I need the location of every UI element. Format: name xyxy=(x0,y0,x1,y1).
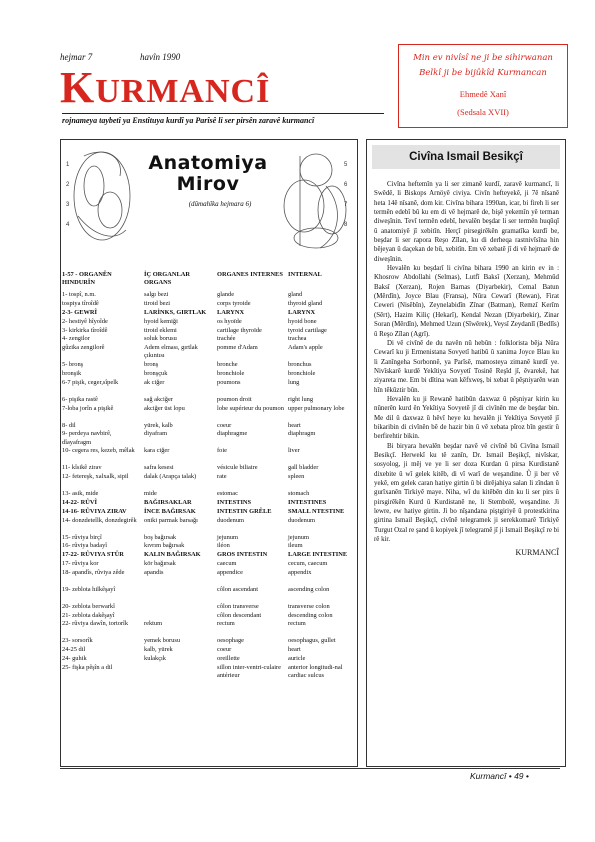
organ-cell-3: diaphragme xyxy=(217,430,248,438)
organ-cell-4: heart xyxy=(288,421,301,429)
organ-cell-4: rectum xyxy=(288,620,306,628)
organ-cell-4: anterior longitudi-nal cardiac sulcus xyxy=(288,663,343,679)
organ-cell-4: diaphragm xyxy=(288,430,316,438)
organ-cell-1: 24- guhik xyxy=(62,655,87,662)
organ-cell-3: LARYNX xyxy=(217,309,245,316)
organ-cell-4: transverse colon xyxy=(288,602,330,610)
organ-cell-4: bronchiole xyxy=(288,370,316,377)
organ-cell-2: akciğer üst lopu xyxy=(144,404,185,412)
epigraph-source: (Sedsala XVII) xyxy=(457,107,509,117)
organ-cell-3: pomme d'Adam xyxy=(217,344,258,352)
organ-cell-4: duodenum xyxy=(288,516,315,524)
organ-cell-2: tiroid bezi xyxy=(144,300,171,308)
organ-cell-1: 1-57 - ORGANÊN HINDURÎN xyxy=(62,271,112,287)
organ-cell-2: rektum xyxy=(144,620,163,628)
organ-cell-2: bronşçuk xyxy=(144,370,168,377)
organ-cell-3: foie xyxy=(217,447,227,455)
organ-cell-2: apandis xyxy=(144,568,164,576)
organ-cell-4: LARYNX xyxy=(288,309,316,316)
organ-cell-3: bronchiole xyxy=(217,370,245,377)
organ-cell-3: ORGANES INTERNES xyxy=(217,271,283,278)
organ-cell-3: côlon ascendant xyxy=(217,585,258,593)
organ-cell-3: oreillette xyxy=(217,655,240,662)
organ-cell-3: caecum xyxy=(217,560,237,567)
organ-cell-4: heart xyxy=(288,646,301,654)
organ-cell-3: cartilage thyroïde xyxy=(217,326,262,334)
organ-cell-3: rectum xyxy=(217,620,235,628)
organ-cell-4: stomach xyxy=(288,490,310,498)
organ-cell-1: 23- sorsorîk xyxy=(62,637,93,645)
organ-cell-3: côlon descendant xyxy=(217,611,262,619)
organ-cell-1: 21- zeblota dakêşayî xyxy=(62,611,115,619)
organ-cell-2: KALIN BAĞIRSAK xyxy=(144,551,201,559)
issue-date: havîn 1990 xyxy=(140,52,181,62)
svg-text:5: 5 xyxy=(344,162,348,168)
organ-cell-1: 13- asik, mide xyxy=(62,490,99,498)
organ-cell-2: kara ciğer xyxy=(144,447,170,455)
organ-cell-4: ascending colon xyxy=(288,585,330,593)
article-paragraph: Civîna heftemîn ya li ser zimanê kurdî, zaravê kurmancî, li Swêdê, li Biskops Arnöyê civiya. Civîn hefteyekê, ji 7ê nîsanê heta 14ê nîsanê, dom kir. Civîna bihara 1990an, icar, bi fireh li ser termên edebî bû ku em di vê hejmarê de, bişê yekemîn yê terman diweşînin. Tevî termên edebî, hevalên beşdar li ser termên huqûqî û anatomiyê jî xebitîn. Herçî pirsegirêkên gramatîka kurdî be, beşdar li ser rapora Reşo Zîlan, ku di derheqa rastnivîsîna hin bêjeyan û daçekan de bû, xebitîn. Em vê xebatê jî di vê hejmarê de diweşînin. xyxy=(374,181,559,263)
organ-cell-2: tiroid eklemi xyxy=(144,326,177,334)
organ-cell-3: estomac xyxy=(217,490,238,498)
organ-cell-1: 17-22- RÛVIYA STÛR xyxy=(62,551,124,559)
footer-rule xyxy=(60,768,560,769)
organ-cell-1: 5- bronş xyxy=(62,361,84,369)
organ-cell-4: appendix xyxy=(288,568,312,576)
organ-cell-3: coeur xyxy=(217,646,232,654)
organ-cell-2: yemek borusu xyxy=(144,637,181,645)
svg-text:3: 3 xyxy=(66,202,70,208)
organ-cell-2: kulakçık xyxy=(144,655,167,662)
organ-cell-3: rate xyxy=(217,473,227,481)
organ-table xyxy=(62,271,358,761)
organ-cell-2: salgı bezi xyxy=(144,291,169,299)
organ-cell-3: poumons xyxy=(217,378,241,386)
organ-cell-3: lobe supérieur du poumon xyxy=(217,404,284,412)
article-signature: KURMANCÎ xyxy=(515,548,559,558)
organ-cell-4: liver xyxy=(288,447,300,455)
organ-cell-1: 19- zeblota hilkêşayî xyxy=(62,585,116,593)
organ-cell-3: GROS INTESTIN xyxy=(217,551,268,559)
organ-cell-2: yürek, kalb xyxy=(144,421,173,429)
organ-cell-2: diyafram xyxy=(144,430,168,438)
page-footer: Kurmancî • 49 • xyxy=(470,771,529,781)
organ-cell-4: upper pulmonary lobe xyxy=(288,404,345,412)
organ-cell-4: right lung xyxy=(288,395,314,403)
organ-cell-4: hyoid bone xyxy=(288,317,317,325)
organ-cell-2: boş bağırsak xyxy=(144,533,177,541)
organ-cell-2: safra kesesi xyxy=(144,464,174,472)
organ-cell-3: poumon droit xyxy=(217,395,252,403)
organ-cell-4: auricle xyxy=(288,655,306,662)
epigraph-box xyxy=(398,44,568,128)
masthead-logo xyxy=(60,63,380,114)
organ-cell-4: thyroid gland xyxy=(288,300,323,308)
organ-cell-4: oesophagus, gullet xyxy=(288,637,336,645)
organ-cell-3: corps tyroide xyxy=(217,300,251,308)
organ-cell-2: LARİNKS, GIRTLAK xyxy=(144,309,207,316)
article-paragraph: Bi biryara hevalên beşdar navê vê civînê bû Civîna Ismail Besikçî. Herwekî ku tê zanîn, Dr. Ismail Beşikçî, nivîskar, sosyolog, ji mêj ve ye li ser doza Kurdan û pirsa Kurdistanê dixebite û wî gelek kitêb, di vî warî de weşandine. Û ji ber vê yekê, em gelek caran hatiye girtin û bi dirêjahiya salan li zîndan û gurîxanên Tirkiyê maye. Niha, wî du kitêbên din ku li ser pirs û pirsgirêkên Kurd û Kurdistanê ne, li Stembolê, weşandine. Ji lewre, ew hatiye girtin. Ji bo nîşandana piştgiriyê û protestkirina girtina Ismail Beşikçî, civînê telegramek ji serekkomarê Tirkiyê Turgut Ozal re şand û kopiyek jî telegramê jî ji Ismail Beşikçî re bi rê kir. xyxy=(374,442,559,544)
organ-cell-1: 10- cegera res, kezeb, mêlak xyxy=(62,447,135,455)
svg-text:7: 7 xyxy=(344,202,348,208)
organ-cell-2: kalb, yürek xyxy=(144,646,173,654)
organ-cell-1: 15- rûviya birçî xyxy=(62,533,102,541)
organ-cell-1: 18- apandîs, rûviya zêde xyxy=(62,568,125,576)
organ-cell-4: lung xyxy=(288,378,300,386)
organ-cell-3: trachée xyxy=(217,335,236,343)
anatomy-title xyxy=(138,153,278,195)
masthead-subtitle: rojnameya taybetî ya Enstîtuya kurdî ya Parîsê li ser pirsên zaravê kurmancî xyxy=(62,113,384,125)
organ-cell-1: 2- hestiyê hîyoîde xyxy=(62,317,108,325)
organ-cell-1: 24-25 dil xyxy=(62,646,86,654)
organ-cell-4: trachea xyxy=(288,335,307,343)
epigraph-author: Ehmedê Xanî xyxy=(459,89,507,99)
organ-cell-3: glande xyxy=(217,291,235,299)
organ-cell-4: gall bladder xyxy=(288,464,319,472)
epigraph-line-2: Belkî ji be bijûkîd Kurmancan xyxy=(419,68,547,78)
organ-cell-4: gland xyxy=(288,291,303,299)
anatomy-subtitle: (dûmahîka hejmara 6) xyxy=(188,200,252,208)
organ-cell-3: INTESTIN GRÊLE xyxy=(217,507,272,515)
organ-cell-4: jejunum xyxy=(288,533,309,541)
issue-number: hejmar 7 xyxy=(60,52,93,62)
organ-cell-4: cecum, caecum xyxy=(288,560,328,567)
logo-initial: K xyxy=(60,63,96,112)
anatomy-title-line-1: Anatomiya xyxy=(148,152,268,174)
organ-cell-2: mide xyxy=(144,490,157,498)
organ-cell-4: SMALL NTESTINE xyxy=(288,507,345,515)
organ-cell-1: 17- rûviya kor xyxy=(62,560,99,567)
organ-cell-1: 14-22- RÛVÎ xyxy=(62,499,97,506)
organ-cell-2: kör bağırsak xyxy=(144,560,176,567)
organ-cell-2: ak ciğer xyxy=(144,378,165,386)
svg-text:1: 1 xyxy=(66,162,70,168)
organ-cell-1: 6-7 pişik, ceger,sîpelk xyxy=(62,378,119,386)
organ-cell-1: 8- dil xyxy=(62,421,76,429)
organ-cell-2: bronş xyxy=(144,361,159,369)
organ-cell-2: oniki parmak barsağı xyxy=(144,516,198,524)
organ-cell-1: gûzika zengilorê xyxy=(62,344,105,352)
anatomy-title-line-2: Mirov xyxy=(176,173,240,195)
organ-cell-1: 6- pişika rastê xyxy=(62,395,98,403)
organ-cell-2: İNCE BAĞIRSAK xyxy=(144,507,196,515)
organ-cell-4: bronchus xyxy=(288,361,312,369)
organ-cell-4: spleen xyxy=(288,473,305,481)
organ-cell-3: oesophage xyxy=(217,637,244,645)
article-paragraph: Hevalên ku ji Rewanê hatibûn daxwaz û pêşniyar kirin ku nûnerên kurd ên Yekîtiya Sovyetê jî di civînên me de beşdar bin. Me dil û daxwaz û hêvî heye ku hevalên ji Yekîtiya Sovyetê jî bikaribin di civînên bê de hazir bin û vê xebata pîroz bîn gestir û berfirehtir bikin. xyxy=(374,395,559,441)
svg-text:6: 6 xyxy=(344,182,348,188)
organ-cell-4: tyroid cartilage xyxy=(288,326,327,334)
organ-cell-1: 25- fişka pêşîn a dil xyxy=(62,663,113,671)
svg-text:4: 4 xyxy=(66,222,70,228)
svg-text:2: 2 xyxy=(66,182,70,188)
organ-cell-3: os hyoïde xyxy=(217,317,242,325)
organ-cell-4: descending colon xyxy=(288,611,333,619)
organ-cell-2: hyoid kemiği xyxy=(144,317,178,325)
epigraph-line-1: Min ev nivîsî ne ji be sihirwanan xyxy=(413,53,553,63)
organ-cell-4: INTESTINES xyxy=(288,499,327,506)
logo-rest: URMANCÎ xyxy=(95,73,271,110)
organ-cell-1: 22- rûviya dawîn, tortorîk xyxy=(62,620,129,628)
organ-cell-1: 11- kîsikê zirav xyxy=(62,464,102,472)
organ-cell-4: INTERNAL xyxy=(288,271,322,278)
organ-cell-1: 9- perdeya navbirê, dîayafragm xyxy=(62,430,112,446)
organ-cell-3: sillon inter-ventri-culaire antérieur xyxy=(217,663,281,679)
organ-cell-3: INTESTINS xyxy=(217,499,252,506)
organ-cell-3: jejunum xyxy=(217,533,238,541)
organ-cell-1: 7-loba jorîn a pişikê xyxy=(62,404,114,412)
organ-cell-4: ileum xyxy=(288,542,303,550)
organ-cell-2: sağ akciğer xyxy=(144,395,173,403)
organ-cell-2: dalak (Arapça talak) xyxy=(144,473,197,481)
organ-cell-1: 14- donzdeteîlk, donzdegirêk xyxy=(62,516,137,524)
organ-cell-1: 14-16- RÛVIYA ZIRAV xyxy=(62,507,127,515)
organ-cell-1: 2-3- GEWRÎ xyxy=(62,309,97,316)
organ-cell-1: 3- kirkirka tîroîdê xyxy=(62,326,108,334)
article-title: Civîna Ismail Besikçî xyxy=(372,145,560,169)
organ-cell-2: kıvrım bağırsak xyxy=(144,542,185,550)
organ-cell-2: BAĞIRSAKLAR xyxy=(144,499,192,506)
organ-cell-1: bronşik xyxy=(62,370,82,377)
organ-cell-4: LARGE INTESTINE xyxy=(288,551,348,559)
organ-cell-4: Adam's apple xyxy=(288,344,323,352)
organ-cell-1: 4- zengilor xyxy=(62,335,90,343)
organ-cell-3: vésicule biliaire xyxy=(217,464,258,472)
organ-cell-1: 20- zeblota berwarkî xyxy=(62,602,115,610)
organ-cell-3: coeur xyxy=(217,421,232,429)
article-body xyxy=(374,180,559,558)
organ-cell-2: Adem elması, gırtlak çıkıntısı xyxy=(144,344,198,360)
article-paragraph: Hevalên ku beşdarî li civîna bihara 1990 an kirin ev in : Khosrow Abdollahi (Selmas), Lutfî Baksî (Xerzan), Mehmûd Baksî (Xerzan), Rojen Barnas (Diyarbekir), Cemal Batun (Mêrdîn), Joyce Blau (Fransa), Nûra Cewarî (Rewan), Firat Ceweri (Nisêbîn), Zeynelabidîn Zînar (Batman), Remzî Kerîm (Sêrt), Hazim Kiliç (Hekarî), Kendal Nezan (Diyarbekir), Zinar Soran (Mêrdîn), Mehmed Uzun (Sîwêrek), Veysî Zeydanlî (Bedlîs) û Reşo Zîlan (Agrî). xyxy=(374,265,559,338)
organ-cell-2: soluk borusu xyxy=(144,335,177,343)
svg-text:8: 8 xyxy=(344,222,348,228)
organ-cell-3: iléon xyxy=(217,542,230,550)
organ-cell-3: duodenum xyxy=(217,516,244,524)
organ-cell-3: côlon transverse xyxy=(217,602,259,610)
organ-cell-2: İÇ ORGANLAR ORGANS xyxy=(144,271,190,287)
organ-cell-1: 12- fetereşk, xalxalk, sipil xyxy=(62,473,129,481)
organ-cell-1: 16- rûviya badayî xyxy=(62,542,108,550)
organ-cell-3: appendice xyxy=(217,568,243,576)
organ-cell-3: bronche xyxy=(217,361,238,369)
organ-cell-1: tospiya tîroîdê xyxy=(62,300,99,308)
organ-cell-1: 1- tospî, n.m. xyxy=(62,291,96,299)
article-paragraph: Di vê civînê de du navên nû hebûn : folklorista bêja Nûra Cewarî ku ji Ermenistana Sovyetî hatibû û xanima Joyce Blau ku li Zanîngeha Sorbonnê, ya Parîsê, mamosteya zimanê kurdî ye. Nivîskarê kurdê Yekîtiya Sovyetî Tosinê Reşîd jî, êvarekê, hat ziyareta me. Em bi dîtina wan kêfxweş, bi xebat û pêşniyarên wan hîn têkûztir bûn. xyxy=(374,339,559,394)
